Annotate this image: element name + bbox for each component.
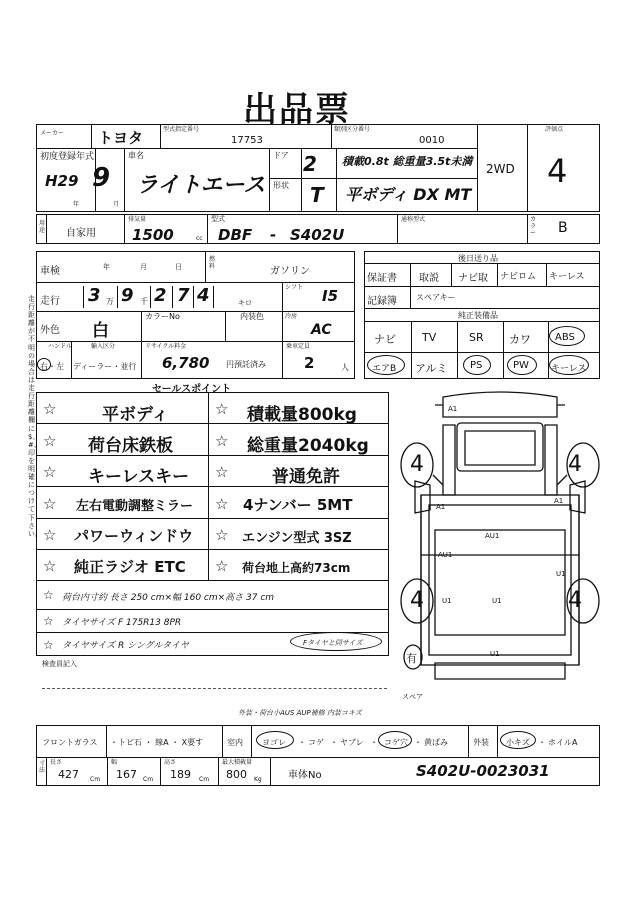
person-unit: 人: [341, 363, 349, 372]
star-icon: ☆: [215, 557, 229, 575]
spare-label: スペア: [402, 693, 423, 701]
inspector-label: 検査員記入: [42, 660, 77, 668]
equip-airbag: エアB: [372, 364, 397, 374]
sales-header: セールスポイント: [152, 384, 232, 395]
equip-pw: PW: [513, 360, 529, 371]
wid-unit: Cm: [143, 776, 154, 783]
type-label: 型式: [211, 215, 225, 223]
wid-value: 167: [116, 768, 137, 781]
tire-mark: 4: [568, 588, 582, 613]
body-type: 平ボディ DX MT: [345, 185, 472, 204]
mileage-label: 走行: [40, 296, 60, 307]
era-value: H29: [45, 172, 79, 190]
star-icon: ☆: [43, 495, 57, 513]
interior-item-dirt: ヨゴレ: [262, 738, 286, 747]
load-unit: Kg: [254, 776, 262, 783]
maker-value: トヨタ: [98, 129, 144, 147]
fuel-label: 燃料: [208, 256, 215, 270]
exterior-item-scratch: 小キズ: [506, 738, 530, 747]
size-label: 寸法: [38, 760, 45, 774]
page-title: 出品票: [243, 90, 351, 130]
len-value: 427: [58, 768, 79, 781]
load-label: 最大積載量: [222, 759, 253, 766]
disp-label: 排気量: [128, 216, 147, 223]
chassis-label: 車体No: [288, 770, 322, 781]
recycle-value: 6,780: [162, 354, 210, 372]
glass-label: フロントガラス: [42, 738, 98, 747]
sales-point-6: 普通免許: [272, 467, 340, 487]
equip-abs: ABS: [555, 332, 575, 343]
drive-value: 2WD: [486, 162, 515, 176]
pw-circle: [507, 355, 537, 375]
load-value: 800: [226, 768, 247, 781]
exterior-item-wheel: ホイルA: [548, 738, 578, 747]
doc-spare-key: スペアキー: [416, 293, 456, 302]
glass-items: ・トビ石 ・ 線A ・ X要す: [110, 738, 204, 747]
type-value-2: S402U: [290, 226, 345, 244]
star-icon: ☆: [43, 432, 57, 450]
side-note: 走行距離が不明の場合は走行距離欄に$、#、印を明確につけて下さい。: [28, 295, 42, 538]
sales-point-7: 左右電動調整ミラー: [76, 499, 194, 514]
type-dash: -: [270, 226, 277, 244]
sales-point-9: パワーウィンドウ: [74, 527, 194, 545]
interior-item-tear: ヤブレ: [340, 738, 364, 747]
len-label: 長さ: [50, 759, 63, 766]
damage-code: U1: [556, 570, 566, 578]
star-icon: ☆: [43, 526, 57, 544]
color-code-label: カラー: [529, 216, 536, 237]
inspection-label: 車検: [40, 266, 60, 277]
docs-header: 後日送り品: [458, 254, 498, 263]
equip-keyless: キーレス: [551, 364, 587, 374]
equip-tv: TV: [422, 331, 437, 344]
interior-item-burnhole: コゲ穴: [384, 738, 408, 747]
damage-code: AU1: [485, 532, 500, 540]
shift-label: シフト: [285, 284, 304, 291]
doc-navi-rom: ナビロム: [500, 272, 537, 282]
abs-circle: [549, 326, 585, 346]
star-icon: ☆: [215, 526, 229, 544]
capacity-label: 乗車定員: [286, 343, 311, 350]
name-label: 車名: [128, 151, 144, 160]
equip-ps: PS: [470, 360, 483, 371]
year-unit: 年: [73, 201, 80, 208]
sales-point-5: キーレスキー: [88, 467, 190, 487]
score-label: 評価点: [545, 126, 564, 133]
tire-mark: 4: [410, 452, 424, 477]
damage-code: A1: [554, 497, 564, 505]
common-type-label: 通称型式: [401, 216, 426, 223]
damage-code: A1: [436, 503, 446, 511]
maker-label: メーカー: [40, 130, 64, 137]
model-no-label: 型式指定番号: [163, 126, 200, 133]
sales-point-12: 荷台地上高約73cm: [242, 561, 351, 575]
deposit-label: 円預託済み: [226, 360, 266, 369]
kilo-unit: キロ: [238, 299, 252, 307]
keyless-circle: [549, 355, 589, 375]
month-value: 9: [92, 163, 111, 193]
equip-header: 純正装備品: [458, 311, 498, 320]
damage-code: U1: [442, 597, 452, 605]
damage-code: AU1: [438, 551, 453, 559]
len-unit: Cm: [90, 776, 101, 783]
hei-label: 高さ: [164, 759, 177, 766]
door-value: 2: [303, 152, 317, 176]
shift-value: I5: [322, 287, 339, 305]
load-note: 積載0.8t 総重量3.5t未満: [342, 155, 473, 168]
use-value: 自家用: [66, 228, 96, 239]
remark-text: 外装・荷台小AUS AUP補修 内装コキズ: [238, 709, 362, 717]
wid-label: 幅: [111, 759, 118, 766]
mileage-d2: 9: [121, 285, 134, 306]
star-icon: ☆: [215, 463, 229, 481]
cool-value: AC: [311, 322, 332, 338]
mileage-d5: 4: [197, 285, 210, 306]
ext-color-value: 白: [92, 321, 109, 341]
interior-label: 室内: [227, 738, 243, 747]
tire-rear: タイヤサイズ R シングルタイヤ: [62, 641, 189, 651]
sales-point-8: 4ナンバー 5MT: [243, 496, 353, 514]
star-icon: ☆: [43, 588, 54, 602]
interior-item-yellow: 黄ばみ: [424, 738, 448, 747]
tire-mark: 4: [568, 452, 582, 477]
score-value: 4: [547, 152, 568, 190]
ext-color-label: 外色: [40, 325, 60, 336]
tire-note: Fタイヤと同サイズ: [303, 639, 363, 647]
shape-value: T: [310, 183, 324, 207]
tire-mark: 4: [410, 588, 424, 613]
exterior-label: 外装: [473, 738, 489, 747]
star-icon: ☆: [43, 400, 57, 418]
damage-code: U1: [492, 597, 502, 605]
hei-value: 189: [170, 768, 191, 781]
mileage-d4: 7: [177, 285, 190, 306]
sen-unit: 千: [140, 297, 148, 306]
doc-navi-manual: ナビ取: [458, 273, 488, 284]
sales-point-2: 積載量800kg: [247, 405, 357, 425]
shape-label: 形状: [273, 181, 289, 190]
insp-day-unit: 日: [175, 263, 182, 271]
tire-front: タイヤサイズ F 175R13 8PR: [62, 618, 182, 628]
door-label: ドア: [273, 151, 289, 160]
cc-unit: cc: [196, 235, 203, 242]
spare-mark: 有: [406, 652, 417, 665]
model-no-value: 17753: [231, 135, 263, 146]
sales-point-3: 荷台床鉄板: [88, 436, 173, 456]
use-label: 用途: [38, 220, 45, 234]
star-icon: ☆: [43, 638, 54, 652]
month-unit: 月: [113, 201, 120, 208]
disp-value: 1500: [132, 226, 174, 244]
star-icon: ☆: [215, 432, 229, 450]
doc-keyless: キーレス: [549, 272, 585, 282]
class-no-value: 0010: [419, 135, 445, 146]
handle-value: 右・左: [40, 362, 64, 371]
recycle-label: リサイクル料金: [145, 343, 187, 350]
insp-year-unit: 年: [103, 263, 110, 271]
sales-point-11: 純正ラジオ ETC: [74, 558, 186, 576]
type-value-1: DBF: [218, 226, 253, 244]
star-icon: ☆: [43, 614, 54, 628]
equip-alloy: アルミ: [415, 362, 448, 375]
doc-record-book: 記録簿: [367, 296, 397, 307]
man-unit: 万: [106, 297, 114, 306]
ps-circle: [463, 355, 491, 375]
cool-label: 冷房: [285, 313, 298, 320]
capacity-value: 2: [304, 354, 315, 372]
name-value: ライトエース: [136, 173, 266, 198]
mileage-d3: 2: [154, 285, 167, 306]
doc-manual: 取説: [419, 273, 439, 284]
color-code-value: B: [558, 220, 568, 236]
hei-unit: Cm: [199, 776, 210, 783]
handle-label: ハンドル: [48, 343, 73, 350]
sales-point-10: エンジン型式 3SZ: [242, 531, 352, 546]
tire-note-circle: [290, 632, 382, 651]
equip-navi: ナビ: [374, 333, 396, 346]
sales-point-4: 総重量2040kg: [247, 436, 369, 456]
int-color-label: 内装色: [240, 312, 264, 321]
equip-leather: カワ: [509, 333, 531, 346]
insp-month-unit: 月: [140, 263, 147, 271]
mileage-d1: 3: [88, 285, 101, 306]
damage-code: A1: [448, 405, 458, 413]
sales-point-1: 平ボディ: [102, 405, 169, 425]
first-reg-label: 初度登録年式: [40, 152, 95, 162]
star-icon: ☆: [43, 463, 57, 481]
airbag-circle: [367, 355, 405, 375]
interior-item-burn: コゲ: [308, 738, 324, 747]
damage-code: U1: [490, 650, 500, 658]
color-no-label: カラーNo: [145, 312, 180, 321]
star-icon: ☆: [43, 557, 57, 575]
fuel-value: ガソリン: [270, 266, 310, 277]
class-no-label: 類別区分番号: [334, 126, 371, 133]
star-icon: ☆: [215, 400, 229, 418]
doc-warranty: 保証書: [367, 273, 397, 284]
import-value: ディーラー・並行: [73, 362, 137, 371]
car-diagram: [395, 385, 605, 690]
star-icon: ☆: [215, 495, 229, 513]
equip-sr: SR: [469, 331, 484, 344]
import-label: 輸入区分: [91, 343, 116, 350]
cargo-dims: 荷台内寸約 長さ 250 cm×幅 160 cm×高さ 37 cm: [62, 593, 275, 603]
chassis-value: S402U-0023031: [416, 762, 550, 780]
